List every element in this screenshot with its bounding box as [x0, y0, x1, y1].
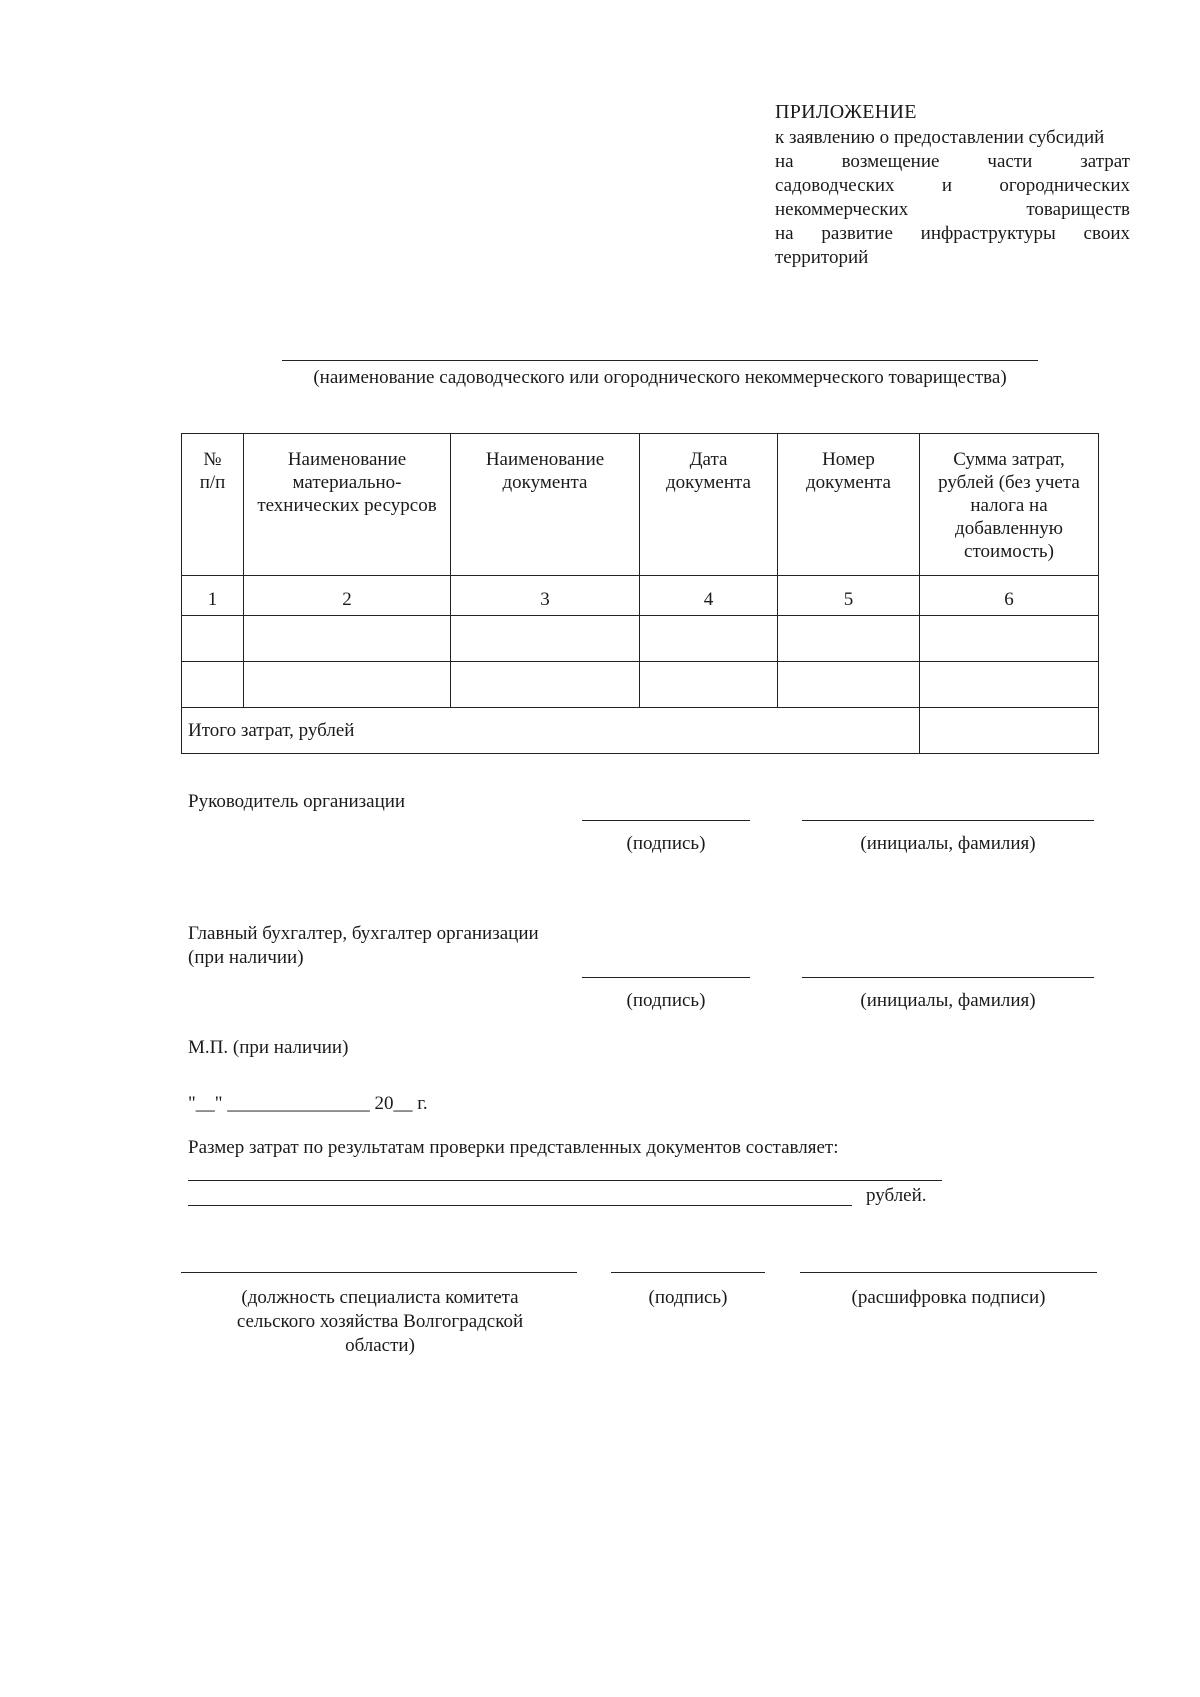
- empty-cell[interactable]: [920, 662, 1099, 708]
- header-cell-amount: Сумма затрат, рублей (без учета налога на добавленную стоимость): [920, 434, 1099, 576]
- header-cell-doc-name: Наименование документа: [451, 434, 640, 576]
- column-number: 5: [778, 576, 920, 616]
- appendix-subtitle-word: товариществ: [1026, 199, 1130, 220]
- empty-cell[interactable]: [182, 616, 244, 662]
- appendix-title: ПРИЛОЖЕНИЕ: [775, 101, 917, 123]
- header-cell-resources: Наименование материально- технических ресурсов: [244, 434, 451, 576]
- appendix-subtitle-word: на: [775, 223, 794, 244]
- org-name-line[interactable]: [282, 360, 1038, 361]
- appendix-subtitle-word: огороднических: [999, 175, 1130, 196]
- specialist-position-caption: (должность специалиста комитета сельского хозяйства Волгоградской области): [236, 1287, 524, 1356]
- column-number: 3: [451, 576, 640, 616]
- accountant-signature-line[interactable]: [582, 977, 750, 978]
- specialist-decoding-caption: (расшифровка подписи): [851, 1287, 1046, 1308]
- head-label: Руководитель организации: [188, 791, 406, 812]
- column-number: 6: [920, 576, 1099, 616]
- total-value-cell[interactable]: [920, 708, 1099, 754]
- empty-cell[interactable]: [778, 662, 920, 708]
- accountant-label-note: (при наличии): [188, 947, 304, 968]
- verification-text: Размер затрат по результатам проверки представленных документов составляет:: [188, 1137, 839, 1158]
- empty-cell[interactable]: [451, 616, 640, 662]
- appendix-subtitle-line: [775, 150, 1130, 174]
- specialist-position-line[interactable]: [181, 1272, 577, 1273]
- appendix-subtitle-word: и: [941, 175, 953, 196]
- head-name-line[interactable]: [802, 820, 1094, 821]
- appendix-subtitle: [775, 126, 1130, 270]
- head-name-caption: (инициалы, фамилия): [860, 833, 1036, 854]
- accountant-name-caption: (инициалы, фамилия): [860, 990, 1036, 1011]
- head-signature-line[interactable]: [582, 820, 750, 821]
- appendix-subtitle-line: [775, 222, 1130, 246]
- header-cell-number: № п/п: [182, 434, 244, 576]
- head-signature-caption: (подпись): [626, 833, 706, 854]
- org-name-caption: (наименование садоводческого или огороднического некоммерческого товарищества): [313, 367, 1007, 388]
- specialist-signature-caption: (подпись): [648, 1287, 728, 1308]
- appendix-subtitle-line: [775, 126, 1130, 150]
- appendix-subtitle-line: [775, 246, 1130, 270]
- appendix-subtitle-word: части: [987, 151, 1033, 172]
- column-number: 2: [244, 576, 451, 616]
- verification-currency: рублей.: [866, 1185, 927, 1206]
- appendix-subtitle-word: садоводческих: [775, 175, 895, 196]
- appendix-subtitle-word: некоммерческих: [775, 199, 909, 220]
- empty-cell[interactable]: [778, 616, 920, 662]
- empty-cell[interactable]: [640, 616, 778, 662]
- empty-cell[interactable]: [182, 662, 244, 708]
- appendix-subtitle-word: инфраструктуры: [920, 223, 1056, 244]
- column-number: 4: [640, 576, 778, 616]
- appendix-subtitle-word: на: [775, 151, 794, 172]
- appendix-subtitle-word: к заявлению о предоставлении субсидий: [775, 127, 1105, 148]
- specialist-signature-line[interactable]: [611, 1272, 765, 1273]
- accountant-name-line[interactable]: [802, 977, 1094, 978]
- appendix-subtitle-word: территорий: [775, 247, 869, 268]
- table-row: [182, 662, 1099, 708]
- appendix-subtitle-word: своих: [1083, 223, 1130, 244]
- table-row: [182, 616, 1099, 662]
- costs-table: [181, 433, 1099, 754]
- empty-cell[interactable]: [244, 662, 451, 708]
- header-cell-doc-date: Дата документа: [640, 434, 778, 576]
- accountant-signature-caption: (подпись): [626, 990, 706, 1011]
- accountant-label: Главный бухгалтер, бухгалтер организации: [188, 923, 539, 944]
- verification-line-2[interactable]: [188, 1205, 852, 1206]
- appendix-subtitle-word: затрат: [1080, 151, 1130, 172]
- empty-cell[interactable]: [640, 662, 778, 708]
- table-header-row: [182, 434, 1099, 576]
- date-field[interactable]: "__" _______________ 20__ г.: [188, 1093, 428, 1114]
- seal-label: М.П. (при наличии): [188, 1037, 349, 1058]
- appendix-subtitle-line: [775, 198, 1130, 222]
- empty-cell[interactable]: [920, 616, 1099, 662]
- total-label: Итого затрат, рублей: [182, 708, 920, 754]
- appendix-subtitle-line: [775, 174, 1130, 198]
- verification-line-1[interactable]: [188, 1180, 942, 1181]
- column-number-row: [182, 576, 1099, 616]
- column-number: 1: [182, 576, 244, 616]
- appendix-subtitle-word: развитие: [821, 223, 893, 244]
- header-cell-doc-number: Номер документа: [778, 434, 920, 576]
- total-row: [182, 708, 1099, 754]
- empty-cell[interactable]: [244, 616, 451, 662]
- empty-cell[interactable]: [451, 662, 640, 708]
- specialist-decoding-line[interactable]: [800, 1272, 1097, 1273]
- appendix-subtitle-word: возмещение: [841, 151, 940, 172]
